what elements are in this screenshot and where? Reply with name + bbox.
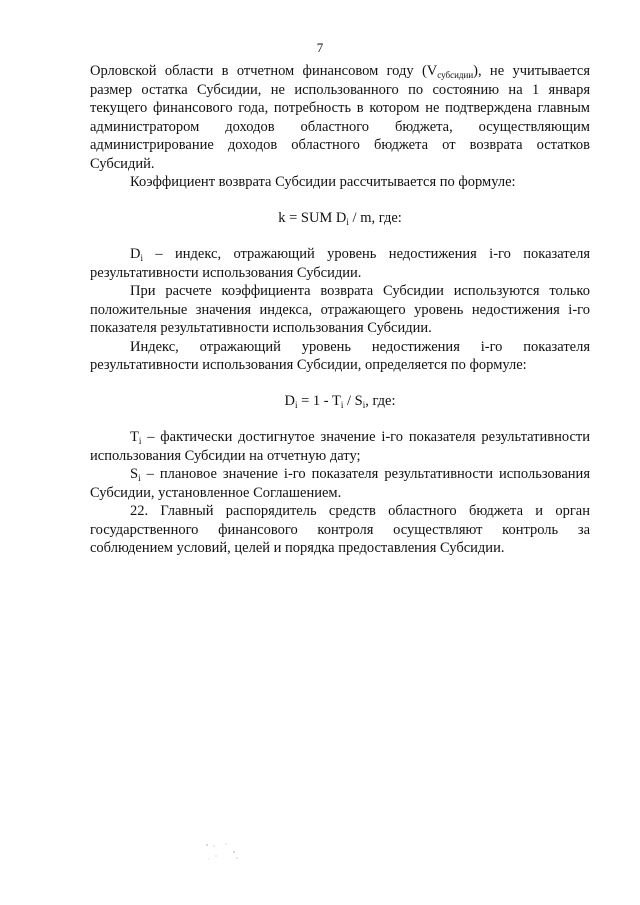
scan-specks xyxy=(204,842,244,862)
formula-return-coefficient: k = SUM $D_i$ / m, где: xyxy=(278,209,402,227)
paragraph-positive-values: При расчете коэффициента возврата Субсидии используются только положительные значения индекса, отражающего уровень недостижения i-го показателя результативности использования Субсидии. xyxy=(90,283,590,336)
paragraph-si-definition: $S_i$ – плановое значение i-го показателя результативности использования Субсидии, установленное Соглашением. xyxy=(90,466,590,501)
paragraph-ti-definition: $T_i$ – фактически достигнутое значение i-го показателя результативности использования Субсидии на отчетную дату; xyxy=(90,429,590,464)
formula-index: $D_i = 1 - T_i / S_i$, где: xyxy=(284,392,396,410)
paragraph-22: 22. Главный распорядитель средств областного бюджета и орган государственного финансового контроля осуществляют контроль за соблюдением условий, целей и порядка предоставления Субсидии. xyxy=(90,503,590,556)
paragraph-continuation: Орловской области в отчетном финансовом году $(V_{субсидии})$, не учитывается размер остатка Субсидии, не использованного по состоянию на 1 января текущего финансового года, потребность в котором не подтверждена главным администратором доходов областного бюджета, осуществляющим администрирование доходов областного бюджета от возврата остатков Субсидий. xyxy=(90,63,590,172)
document-body xyxy=(90,62,590,558)
paragraph-di-definition: $D_i$ – индекс, отражающий уровень недостижения i-го показателя результативности использования Субсидии. xyxy=(90,246,590,281)
paragraph-index-formula-intro: Индекс, отражающий уровень недостижения i-го показателя результативности использования Субсидии, определяется по формуле: xyxy=(90,338,590,373)
paragraph-formula-intro: Коэффициент возврата Субсидии рассчитывается по формуле: xyxy=(130,174,516,190)
page-number: 7 xyxy=(316,40,324,55)
